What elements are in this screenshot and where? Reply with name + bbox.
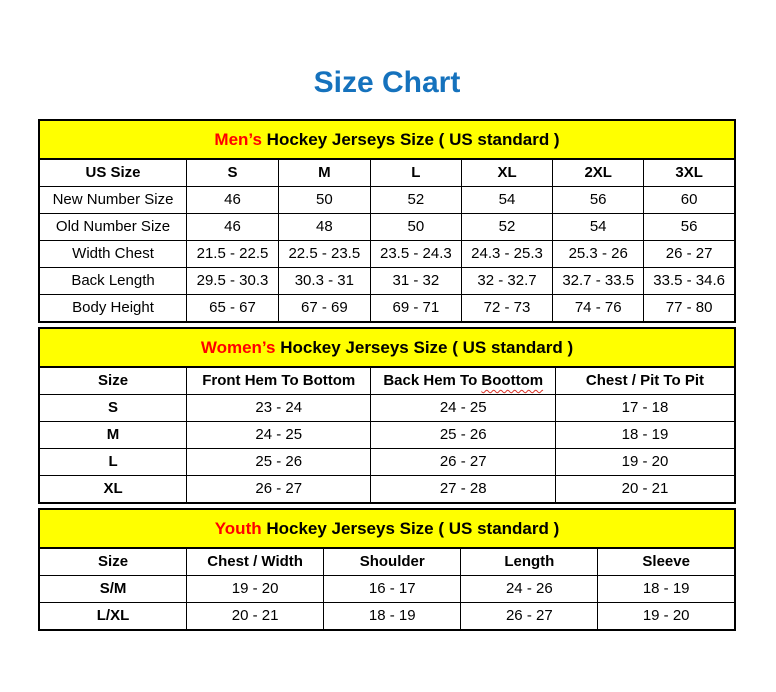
table-row <box>39 576 735 603</box>
mens-size-table <box>38 158 736 323</box>
table-row <box>39 422 735 449</box>
youth-section-caption <box>38 508 736 547</box>
value-cell: 18 - 19 <box>324 603 461 631</box>
youth-caption-rest: Hockey Jerseys Size ( US standard ) <box>261 519 560 538</box>
column-header: Chest / Pit To Pit <box>555 367 735 395</box>
table-row <box>39 241 735 268</box>
value-cell: 30.3 - 31 <box>278 268 370 295</box>
womens-caption-highlight: Women’s <box>200 338 276 357</box>
table-row <box>39 268 735 295</box>
table-row <box>39 187 735 214</box>
value-cell: 54 <box>553 214 644 241</box>
value-cell: 72 - 73 <box>461 295 552 323</box>
value-cell: 23.5 - 24.3 <box>370 241 461 268</box>
column-header: M <box>278 159 370 187</box>
section-youth <box>38 508 736 631</box>
table-row <box>39 449 735 476</box>
value-cell: 26 - 27 <box>371 449 555 476</box>
table-row <box>39 476 735 504</box>
row-label-cell: S <box>39 395 187 422</box>
column-header: 3XL <box>644 159 735 187</box>
mens-caption-rest: Hockey Jerseys Size ( US standard ) <box>261 130 560 149</box>
value-cell: 65 - 67 <box>187 295 279 323</box>
value-cell: 18 - 19 <box>598 576 735 603</box>
column-header: Length <box>461 548 598 576</box>
row-label-cell: S/M <box>39 576 187 603</box>
value-cell: 60 <box>644 187 735 214</box>
section-womens <box>38 327 736 504</box>
value-cell: 22.5 - 23.5 <box>278 241 370 268</box>
row-label-cell: Width Chest <box>39 241 187 268</box>
value-cell: 26 - 27 <box>187 476 371 504</box>
mens-section-caption <box>38 119 736 158</box>
value-cell: 19 - 20 <box>555 449 735 476</box>
column-header-row <box>39 159 735 187</box>
row-label-cell: L <box>39 449 187 476</box>
table-row <box>39 295 735 323</box>
value-cell: 24 - 25 <box>187 422 371 449</box>
value-cell: 26 - 27 <box>461 603 598 631</box>
row-label-cell: Body Height <box>39 295 187 323</box>
column-header-row <box>39 367 735 395</box>
table-row <box>39 603 735 631</box>
value-cell: 27 - 28 <box>371 476 555 504</box>
womens-size-table <box>38 366 736 504</box>
value-cell: 17 - 18 <box>555 395 735 422</box>
value-cell: 29.5 - 30.3 <box>187 268 279 295</box>
column-header: Front Hem To Bottom <box>187 367 371 395</box>
value-cell: 24 - 25 <box>371 395 555 422</box>
column-header: Back Hem To Boottom <box>371 367 555 395</box>
value-cell: 74 - 76 <box>553 295 644 323</box>
value-cell: 50 <box>278 187 370 214</box>
value-cell: 20 - 21 <box>187 603 324 631</box>
value-cell: 25 - 26 <box>371 422 555 449</box>
value-cell: 18 - 19 <box>555 422 735 449</box>
womens-section-caption <box>38 327 736 366</box>
table-row <box>39 395 735 422</box>
value-cell: 25.3 - 26 <box>553 241 644 268</box>
column-header: Size <box>39 548 187 576</box>
row-label-cell: XL <box>39 476 187 504</box>
value-cell: 67 - 69 <box>278 295 370 323</box>
womens-caption-rest: Hockey Jerseys Size ( US standard ) <box>275 338 574 357</box>
column-header: Chest / Width <box>187 548 324 576</box>
value-cell: 32.7 - 33.5 <box>553 268 644 295</box>
value-cell: 77 - 80 <box>644 295 735 323</box>
row-label-cell: New Number Size <box>39 187 187 214</box>
value-cell: 21.5 - 22.5 <box>187 241 279 268</box>
value-cell: 23 - 24 <box>187 395 371 422</box>
value-cell: 20 - 21 <box>555 476 735 504</box>
row-label-cell: Back Length <box>39 268 187 295</box>
column-header: Size <box>39 367 187 395</box>
table-row <box>39 214 735 241</box>
value-cell: 24 - 26 <box>461 576 598 603</box>
column-header: S <box>187 159 279 187</box>
column-header: Shoulder <box>324 548 461 576</box>
value-cell: 16 - 17 <box>324 576 461 603</box>
value-cell: 25 - 26 <box>187 449 371 476</box>
column-header: 2XL <box>553 159 644 187</box>
value-cell: 31 - 32 <box>370 268 461 295</box>
row-label-cell: M <box>39 422 187 449</box>
value-cell: 19 - 20 <box>598 603 735 631</box>
misspelled-word: Boottom <box>481 372 544 389</box>
column-header: L <box>370 159 461 187</box>
size-chart-page <box>38 0 736 631</box>
mens-caption-highlight: Men’s <box>214 130 262 149</box>
column-header: US Size <box>39 159 187 187</box>
value-cell: 54 <box>461 187 552 214</box>
row-label-cell: Old Number Size <box>39 214 187 241</box>
value-cell: 56 <box>644 214 735 241</box>
value-cell: 32 - 32.7 <box>461 268 552 295</box>
row-label-cell: L/XL <box>39 603 187 631</box>
youth-size-table <box>38 547 736 631</box>
value-cell: 48 <box>278 214 370 241</box>
column-header-row <box>39 548 735 576</box>
value-cell: 56 <box>553 187 644 214</box>
value-cell: 33.5 - 34.6 <box>644 268 735 295</box>
value-cell: 26 - 27 <box>644 241 735 268</box>
value-cell: 50 <box>370 214 461 241</box>
column-header: Sleeve <box>598 548 735 576</box>
youth-caption-highlight: Youth <box>214 519 262 538</box>
value-cell: 69 - 71 <box>370 295 461 323</box>
value-cell: 46 <box>187 187 279 214</box>
column-header: XL <box>461 159 552 187</box>
value-cell: 52 <box>370 187 461 214</box>
value-cell: 46 <box>187 214 279 241</box>
section-mens <box>38 119 736 323</box>
page-title: Size Chart <box>313 66 461 99</box>
value-cell: 52 <box>461 214 552 241</box>
value-cell: 24.3 - 25.3 <box>461 241 552 268</box>
value-cell: 19 - 20 <box>187 576 324 603</box>
